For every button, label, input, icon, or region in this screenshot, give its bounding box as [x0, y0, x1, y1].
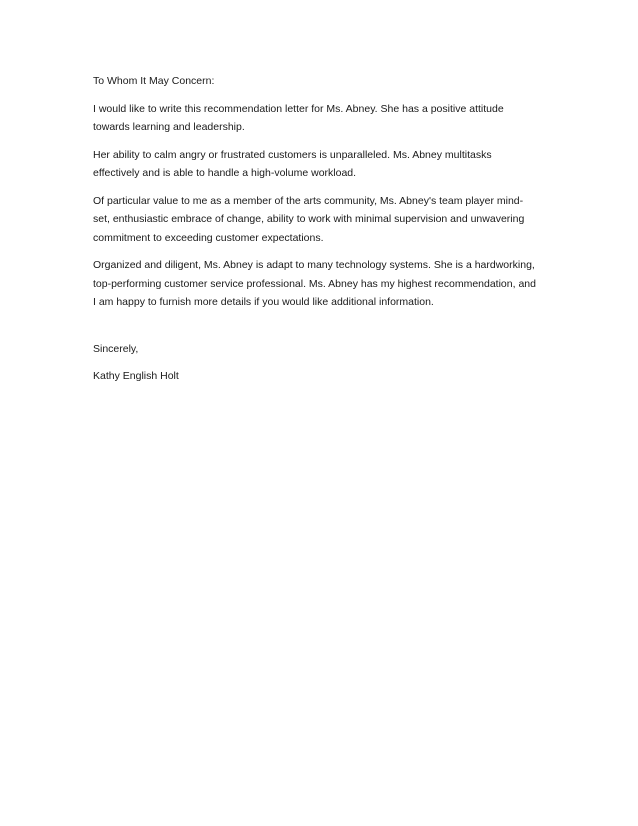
paragraph-introduction	[93, 100, 543, 137]
paragraph-line: I would like to write this recommendation letter for Ms. Abney. She has a positive attitude	[93, 102, 504, 115]
paragraph-line: commitment to exceeding customer expectations.	[93, 231, 324, 244]
paragraph-recommendation	[93, 256, 543, 312]
paragraph-line: Of particular value to me as a member of the arts community, Ms. Abney's team player mind-	[93, 194, 524, 207]
signature-name: Kathy English Holt	[93, 370, 179, 382]
paragraph-line: towards learning and leadership.	[93, 121, 245, 133]
paragraph-line: effectively and is able to handle a high-volume workload.	[93, 167, 357, 179]
paragraph-line: set, enthusiastic embrace of change, ability to work with minimal supervision and unwavering	[93, 213, 525, 225]
paragraph-line: Organized and diligent, Ms. Abney is adapt to many technology systems. She is a hardworking,	[93, 259, 535, 271]
salutation: To Whom It May Concern:	[93, 75, 215, 87]
closing: Sincerely,	[93, 342, 139, 355]
paragraph-line: I am happy to furnish more details if you would like additional information.	[93, 296, 434, 308]
paragraph-customer-skills	[93, 146, 543, 183]
paragraph-line: top-performing customer service professional. Ms. Abney has my highest recommendation, and	[93, 277, 536, 290]
recommendation-letter	[93, 72, 543, 386]
paragraph-line: Her ability to calm angry or frustrated customers is unparalleled. Ms. Abney multitasks	[93, 148, 492, 161]
paragraph-team-qualities	[93, 192, 543, 248]
